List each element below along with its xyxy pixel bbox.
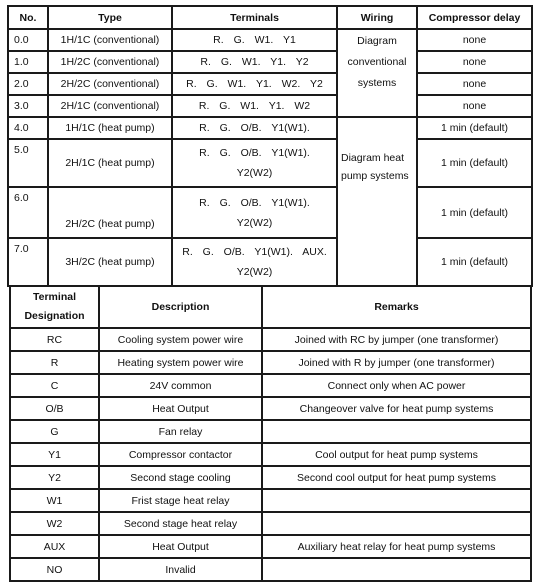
terminal-designation-table [9, 285, 532, 582]
table-row [8, 238, 532, 286]
table-row [10, 328, 531, 351]
description-cell: Cooling system power wire [99, 328, 262, 351]
terminals-text: R. G. W1. Y1. Y2 [200, 56, 309, 68]
row-delay: 1 min (default) [417, 238, 532, 286]
row-delay: 1 min (default) [417, 139, 532, 187]
table-row [10, 535, 531, 558]
row-no: 1.0 [8, 51, 48, 73]
header-line: Terminal [33, 291, 76, 303]
description-cell: Heat Output [99, 535, 262, 558]
terminal-cell: W2 [10, 512, 99, 535]
terminals-line: R. G. O/B. Y1(W1). AUX. [182, 246, 327, 258]
header-type: Type [48, 6, 172, 29]
terminals-line: R. G. O/B. Y1(W1). [199, 147, 310, 159]
row-terminals [172, 95, 337, 117]
description-cell: Fan relay [99, 420, 262, 443]
remarks-cell: Second cool output for heat pump systems [262, 466, 531, 489]
table-header-row [8, 6, 532, 29]
row-terminals [172, 51, 337, 73]
header-no: No. [8, 6, 48, 29]
remarks-cell [262, 420, 531, 443]
description-cell: Heating system power wire [99, 351, 262, 374]
wiring-line: pump systems [341, 170, 409, 182]
remarks-cell: Connect only when AC power [262, 374, 531, 397]
row-no: 0.0 [8, 29, 48, 51]
row-terminals [172, 238, 337, 286]
wiring-heat-pump [337, 117, 417, 286]
header-terminals: Terminals [172, 6, 337, 29]
wiring-line: systems [357, 77, 397, 89]
description-cell: Frist stage heat relay [99, 489, 262, 512]
table-row [8, 73, 532, 95]
description-cell: Compressor contactor [99, 443, 262, 466]
header-line: Designation [24, 310, 85, 322]
row-type: 3H/2C (heat pump) [48, 238, 172, 286]
terminals-text: R. G. W1. Y1. W2. Y2 [186, 78, 323, 90]
table-row [8, 29, 532, 51]
remarks-cell: Cool output for heat pump systems [262, 443, 531, 466]
terminal-cell: O/B [10, 397, 99, 420]
system-type-table [7, 5, 533, 287]
description-cell: 24V common [99, 374, 262, 397]
terminal-cell: Y2 [10, 466, 99, 489]
header-wiring: Wiring [337, 6, 417, 29]
terminal-cell: RC [10, 328, 99, 351]
row-delay: 1 min (default) [417, 187, 532, 238]
terminals-line: R. G. O/B. Y1(W1). [199, 196, 310, 209]
row-type: 2H/1C (heat pump) [48, 139, 172, 187]
table-row [10, 466, 531, 489]
terminals-line: Y2(W2) [236, 167, 273, 179]
row-type: 1H/2C (conventional) [48, 51, 172, 73]
remarks-cell [262, 512, 531, 535]
row-type: 2H/1C (conventional) [48, 95, 172, 117]
remarks-cell [262, 489, 531, 512]
wiring-line: Diagram heat [341, 152, 405, 164]
description-cell: Invalid [99, 558, 262, 581]
terminal-cell: R [10, 351, 99, 374]
terminals-text: R. G. W1. Y1 [213, 34, 296, 46]
wiring-line: Diagram [357, 35, 397, 47]
terminal-cell: AUX [10, 535, 99, 558]
row-no: 4.0 [8, 117, 48, 139]
row-delay: none [417, 51, 532, 73]
remarks-cell: Joined with RC by jumper (one transformer) [262, 328, 531, 351]
row-terminals [172, 187, 337, 238]
table-header-row [10, 286, 531, 328]
row-type: 2H/2C (heat pump) [48, 187, 172, 238]
table-row [8, 51, 532, 73]
table-row [10, 420, 531, 443]
description-cell: Second stage cooling [99, 466, 262, 489]
table-row [10, 558, 531, 581]
header-compressor-delay: Compressor delay [417, 6, 532, 29]
table-row [10, 374, 531, 397]
header-terminal-designation [10, 286, 99, 328]
row-delay: 1 min (default) [417, 117, 532, 139]
wiring-conventional [337, 29, 417, 117]
row-terminals [172, 139, 337, 187]
table-row [8, 139, 532, 187]
row-no: 3.0 [8, 95, 48, 117]
terminal-cell: G [10, 420, 99, 443]
description-cell: Second stage heat relay [99, 512, 262, 535]
terminal-cell: C [10, 374, 99, 397]
table-row [8, 187, 532, 238]
row-type: 1H/1C (conventional) [48, 29, 172, 51]
table-row [10, 512, 531, 535]
remarks-cell: Joined with R by jumper (one transformer) [262, 351, 531, 374]
table-row [10, 443, 531, 466]
row-terminals [172, 73, 337, 95]
header-remarks: Remarks [262, 286, 531, 328]
row-delay: none [417, 95, 532, 117]
remarks-cell: Changeover valve for heat pump systems [262, 397, 531, 420]
table-row [10, 351, 531, 374]
wiring-line: conventional [347, 56, 407, 68]
row-terminals [172, 29, 337, 51]
row-delay: none [417, 29, 532, 51]
terminal-cell: NO [10, 558, 99, 581]
table-row [10, 397, 531, 420]
row-no: 6.0 [8, 187, 48, 238]
terminals-line: Y2(W2) [236, 266, 273, 278]
terminals-line: Y2(W2) [236, 216, 273, 229]
terminal-cell: W1 [10, 489, 99, 512]
row-no: 5.0 [8, 139, 48, 187]
remarks-cell: Auxiliary heat relay for heat pump systems [262, 535, 531, 558]
remarks-cell [262, 558, 531, 581]
table-row [10, 489, 531, 512]
table-row [8, 117, 532, 139]
row-delay: none [417, 73, 532, 95]
row-terminals [172, 117, 337, 139]
terminals-text: R. G. W1. Y1. W2 [198, 100, 311, 112]
row-no: 7.0 [8, 238, 48, 286]
header-description: Description [99, 286, 262, 328]
row-type: 1H/1C (heat pump) [48, 117, 172, 139]
row-type: 2H/2C (conventional) [48, 73, 172, 95]
row-no: 2.0 [8, 73, 48, 95]
description-cell: Heat Output [99, 397, 262, 420]
terminal-cell: Y1 [10, 443, 99, 466]
terminals-text: R. G. O/B. Y1(W1). [199, 122, 310, 134]
table-row [8, 95, 532, 117]
